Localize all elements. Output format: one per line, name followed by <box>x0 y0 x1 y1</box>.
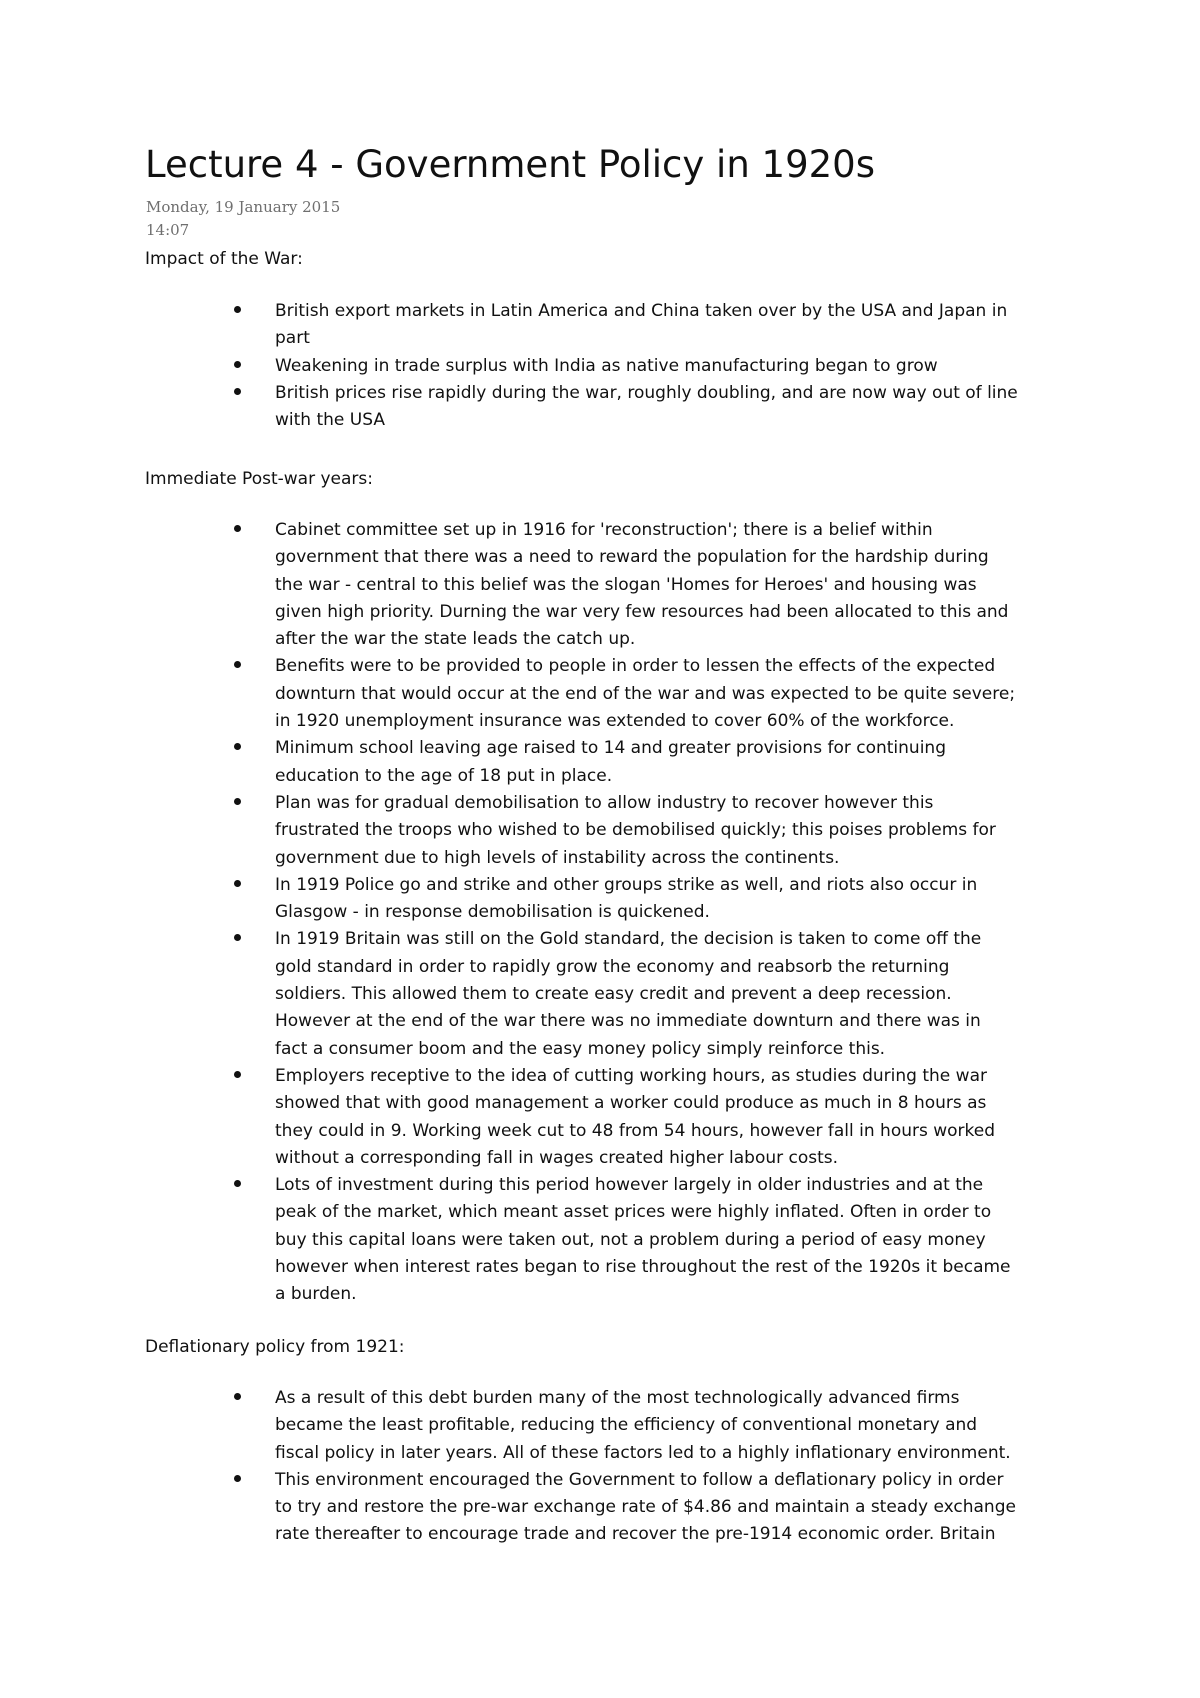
list-item-text: Plan was for gradual demobilisation to allow industry to recover however this frustrated the troops who wished to be demobilised quickly; this poises problems for government due to high levels of instability across the continents. <box>275 792 996 868</box>
list-item <box>233 653 1083 735</box>
bullet-list-post-war-years <box>233 517 1083 1309</box>
bullet-icon <box>234 1180 241 1187</box>
list-item <box>233 872 1083 927</box>
list-item <box>233 298 1083 353</box>
list-item-text: In 1919 Britain was still on the Gold standard, the decision is taken to come off the gold standard in order to rapidly grow the economy and reabsorb the returning soldiers. This allowed them to create easy credit and prevent a deep recession. However at the end of the war there was no immediate downturn and there was in fact a consumer boom and the easy money policy simply reinforce this. <box>275 929 982 1059</box>
list-item-text: Employers receptive to the idea of cutting working hours, as studies during the war showed that with good management a worker could produce as much in 8 hours as they could in 9. Working week cut to 48 from 54 hours, however fall in hours worked without a corresponding fall in wages created higher labour costs. <box>275 1065 996 1168</box>
bullet-icon <box>234 525 241 532</box>
list-item <box>233 1467 1083 1549</box>
bullet-icon <box>234 1071 241 1078</box>
bullet-list-impact-of-war <box>233 298 1083 434</box>
bullet-icon <box>234 743 241 750</box>
bullet-icon <box>234 934 241 941</box>
list-item <box>233 790 1083 872</box>
list-item <box>233 1385 1083 1467</box>
list-item-text: Lots of investment during this period however largely in older industries and at the peak of the market, which meant asset prices were highly inflated. Often in order to buy this capital loans were taken out, not a problem during a period of easy money however when interest rates began to rise throughout the rest of the 1920s it became a burden. <box>275 1175 1011 1305</box>
bullet-icon <box>234 661 241 668</box>
section-heading-impact-of-war: Impact of the War: <box>145 249 303 269</box>
section-heading-deflationary-policy: Deflationary policy from 1921: <box>145 1337 405 1357</box>
list-item-text: In 1919 Police go and strike and other groups strike as well, and riots also occur in Glasgow - in response demobilisation is quickened. <box>275 874 978 923</box>
note-date: Monday, 19 January 2015 <box>146 198 341 216</box>
bullet-icon <box>234 306 241 313</box>
list-item <box>233 735 1083 790</box>
list-item-text: This environment encouraged the Government to follow a deflationary policy in order to try and restore the pre-war exchange rate of $4.86 and maintain a steady exchange rate thereafter to encourage trade and recover the pre-1914 economic order. Britain <box>275 1469 1016 1545</box>
bullet-icon <box>234 1393 241 1400</box>
list-item <box>233 517 1083 653</box>
list-item-text: Minimum school leaving age raised to 14 and greater provisions for continuing education to the age of 18 put in place. <box>275 738 946 786</box>
note-time: 14:07 <box>146 221 190 239</box>
list-item-text: Weakening in trade surplus with India as native manufacturing began to grow <box>275 355 938 376</box>
section-heading-post-war-years: Immediate Post-war years: <box>145 469 373 489</box>
bullet-icon <box>234 798 241 805</box>
list-item-text: British export markets in Latin America and China taken over by the USA and Japan in part <box>275 301 1008 349</box>
list-item-text: Benefits were to be provided to people in order to lessen the effects of the expected downturn that would occur at the end of the war and was expected to be quite severe; in 1920 unemployment insurance was extended to cover 60% of the workforce. <box>275 656 1016 732</box>
list-item <box>233 1172 1083 1308</box>
list-item <box>233 353 1083 380</box>
page-title: Lecture 4 - Government Policy in 1920s <box>145 143 875 186</box>
bullet-icon <box>234 388 241 395</box>
list-item <box>233 1063 1083 1172</box>
list-item-text: British prices rise rapidly during the war, roughly doubling, and are now way out of line with the USA <box>275 382 1018 431</box>
list-item <box>233 380 1083 435</box>
list-item-text: Cabinet committee set up in 1916 for 'reconstruction'; there is a belief within government that there was a need to reward the population for the hardship during the war - central to this belief was the slogan 'Homes for Heroes' and housing was given high priority. Durning the war very few resources had been allocated to this and after the war the state leads the catch up. <box>275 520 1009 650</box>
list-item-text: As a result of this debt burden many of the most technologically advanced firms became the least profitable, reducing the efficiency of conventional monetary and fiscal policy in later years. All of these factors led to a highly inflationary environment. <box>275 1388 1011 1463</box>
bullet-list-deflationary-policy <box>233 1385 1083 1549</box>
list-item <box>233 926 1083 1062</box>
bullet-icon <box>234 361 241 368</box>
bullet-icon <box>234 1475 241 1482</box>
bullet-icon <box>234 880 241 887</box>
